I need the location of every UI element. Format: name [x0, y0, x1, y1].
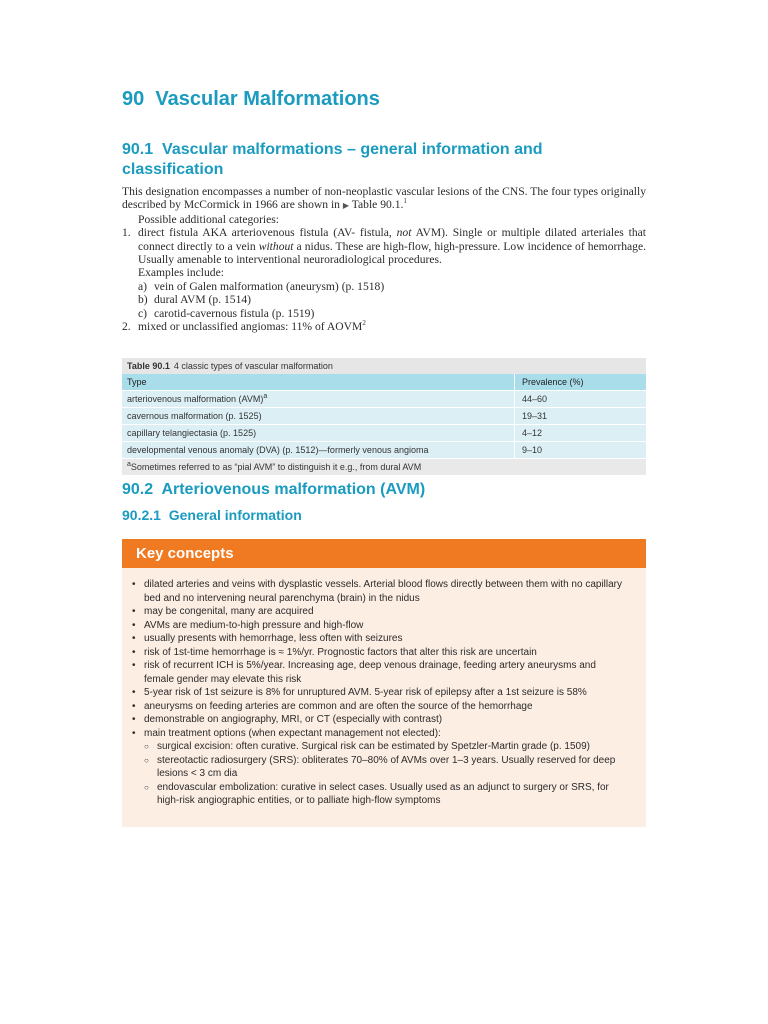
- circle-bullet-icon: ○: [144, 742, 149, 751]
- list-number: 2.: [122, 320, 131, 334]
- intro-paragraph: [122, 185, 646, 213]
- subsection-title-text: General information: [168, 507, 302, 523]
- table-row: [122, 407, 646, 424]
- citation-superscript: 1: [403, 197, 407, 206]
- section-title-text: Vascular malformations – general information and classification: [122, 141, 543, 178]
- section-title-text: Arteriovenous malformation (AVM): [161, 481, 426, 498]
- table-caption: [122, 358, 646, 374]
- section-number: 90.2: [122, 481, 154, 498]
- sub-list-item: [122, 293, 646, 306]
- key-concept-text: 5-year risk of 1st seizure is 8% for unruptured AVM. 5-year risk of epilepsy after a 1st seizure is 58%: [144, 687, 587, 698]
- section-body: [122, 185, 646, 333]
- chapter-number: 90: [122, 88, 145, 110]
- cell-text: arteriovenous malformation (AVM): [127, 394, 264, 404]
- key-concept-item: [132, 659, 624, 686]
- intro-text: This designation encompasses a number of non-neoplastic vascular lesions of the CNS. The four types originally described by McCormick in 1966 are shown in: [122, 185, 646, 212]
- key-concept-item: [132, 727, 624, 741]
- key-concepts-title: Key concepts: [122, 539, 646, 568]
- table-footnote: [122, 458, 646, 475]
- key-concept-sub-text: stereotactic radiosurgery (SRS): obliterates 70–80% of AVMs over 1–3 years. Usually reserved for deep lesions < 3 cm dia: [157, 754, 616, 779]
- sub-list-text[interactable]: vein of Galen malformation (aneurysm) (p. 1518): [154, 279, 385, 293]
- table-row: [122, 424, 646, 441]
- bullet-icon: •: [132, 687, 136, 698]
- table-cell-prevalence: 4–12: [522, 428, 543, 438]
- list-item-text: [138, 226, 646, 266]
- list-number: 1.: [122, 226, 131, 240]
- bullet-icon: •: [132, 619, 136, 631]
- key-concept-sub-item: [132, 740, 624, 754]
- table-cell-type[interactable]: developmental venous anomaly (DVA) (p. 1512)—formerly venous angioma: [122, 442, 515, 458]
- table-row: [122, 390, 646, 407]
- cross-ref-arrow-icon: ▶: [342, 201, 350, 211]
- key-concept-item: [132, 619, 624, 633]
- table-header-row: [122, 374, 646, 390]
- table-90-1: [122, 358, 646, 475]
- key-concept-item: [132, 700, 624, 714]
- bullet-icon: •: [132, 660, 136, 671]
- emphasis-text: not: [396, 226, 412, 240]
- chapter-title: [122, 88, 380, 111]
- footnote-marker: a: [263, 393, 268, 400]
- column-header-type: Type: [122, 374, 515, 390]
- text-fragment: mixed or unclassified angiomas: 11% of AOVM: [138, 320, 363, 334]
- key-concept-item: [132, 646, 624, 660]
- key-concept-sub-item: [132, 754, 624, 781]
- table-cross-reference[interactable]: Table 90.1.: [351, 198, 404, 212]
- key-concepts-list: [122, 568, 646, 808]
- sub-list-item: [122, 280, 646, 293]
- examples-label: Examples include:: [138, 266, 224, 280]
- column-header-prevalence: Prevalence (%): [522, 377, 584, 387]
- key-concept-sub-item: [132, 781, 624, 808]
- sub-list-text[interactable]: dural AVM (p. 1514): [154, 293, 252, 307]
- key-concept-item: [132, 632, 624, 646]
- key-concept-text: aneurysms on feeding arteries are common and are often the source of the hemorrhage: [144, 700, 533, 712]
- section-number: 90.1: [122, 141, 154, 158]
- table-cell-prevalence: 44–60: [522, 394, 548, 404]
- bullet-icon: •: [132, 714, 136, 725]
- table-label: Table 90.1: [127, 361, 170, 371]
- table-cell-prevalence: 19–31: [522, 411, 548, 421]
- table-cell-type[interactable]: capillary telangiectasia (p. 1525): [122, 425, 515, 441]
- key-concept-item: [132, 578, 624, 605]
- emphasis-text: without: [258, 239, 294, 253]
- table-row: [122, 441, 646, 458]
- sub-list-letter: c): [138, 306, 148, 320]
- sub-list-text[interactable]: carotid-cavernous fistula (p. 1519): [154, 306, 315, 320]
- sub-list-letter: b): [138, 293, 148, 307]
- citation-superscript: 2: [362, 319, 366, 328]
- key-concept-text: usually presents with hemorrhage, less often with seizures: [144, 633, 403, 644]
- subsection-number: 90.2.1: [122, 507, 161, 523]
- section-heading: [122, 140, 592, 180]
- bullet-icon: •: [132, 700, 136, 712]
- key-concept-item: [132, 605, 624, 619]
- key-concept-text: may be congenital, many are acquired: [144, 606, 314, 617]
- sub-list-item: [122, 307, 646, 320]
- additional-categories-label: Possible additional categories:: [138, 212, 280, 226]
- list-item-text: [138, 320, 646, 333]
- circle-bullet-icon: ○: [144, 782, 149, 792]
- text-fragment: direct fistula AKA arteriovenous fistula (AV- fistula,: [138, 226, 392, 240]
- key-concept-text: demonstrable on angiography, MRI, or CT (especially with contrast): [144, 714, 443, 725]
- key-concept-item: [132, 713, 624, 727]
- key-concept-sub-text: surgical excision: often curative. Surgical risk can be estimated by Spetzler-Martin grade (p. 1509): [157, 741, 590, 752]
- table-caption-text: 4 classic types of vascular malformation: [173, 361, 333, 371]
- footnote-text: Sometimes referred to as “pial AVM” to distinguish it e.g., from dural AVM: [130, 462, 422, 472]
- sub-list-letter: a): [138, 279, 148, 293]
- footnote-marker: a: [127, 461, 131, 468]
- section-heading: [122, 481, 425, 499]
- key-concepts-box: [122, 539, 646, 827]
- circle-bullet-icon: ○: [144, 755, 149, 765]
- table-cell-prevalence: 9–10: [522, 445, 543, 455]
- key-concept-item: [132, 686, 624, 700]
- bullet-icon: •: [132, 579, 136, 590]
- bullet-icon: •: [132, 727, 136, 739]
- table-cell-type: [122, 391, 515, 407]
- bullet-icon: •: [132, 606, 136, 617]
- key-concept-text: main treatment options (when expectant management not elected):: [144, 727, 441, 739]
- key-concept-text: dilated arteries and veins with dysplastic vessels. Arterial blood flows directly between them with no capillary bed and no intervening neural parenchyma (brain) in the nidus: [144, 579, 623, 604]
- list-item: [122, 320, 646, 333]
- key-concept-text: risk of 1st-time hemorrhage is ≈ 1%/yr. Prognostic factors that alter this risk are uncertain: [144, 646, 537, 658]
- bullet-icon: •: [132, 646, 136, 658]
- chapter-title-text: Vascular Malformations: [155, 88, 380, 110]
- subsection-heading: [122, 507, 302, 523]
- key-concept-sub-text: endovascular embolization: curative in select cases. Usually used as an adjunct to surgery or SRS, for high-risk angiographic entities, or to palliate high-flow symptoms: [157, 781, 609, 806]
- bullet-icon: •: [132, 633, 136, 644]
- key-concept-text: AVMs are medium-to-high pressure and high-flow: [144, 619, 364, 631]
- table-cell-type[interactable]: cavernous malformation (p. 1525): [122, 408, 515, 424]
- list-item: [122, 226, 646, 266]
- key-concept-text: risk of recurrent ICH is 5%/year. Increasing age, deep venous drainage, feeding artery aneurysms and female gender may elevate this risk: [144, 660, 596, 685]
- text-fragment: AVM). Single or multiple dilated arteriales that connect directly to a vein: [138, 226, 646, 253]
- text-fragment: a nidus. These are high-flow, high-pressure. Low incidence of hemorrhage. Usually amenable to interventional neuroradiological procedures.: [138, 239, 647, 267]
